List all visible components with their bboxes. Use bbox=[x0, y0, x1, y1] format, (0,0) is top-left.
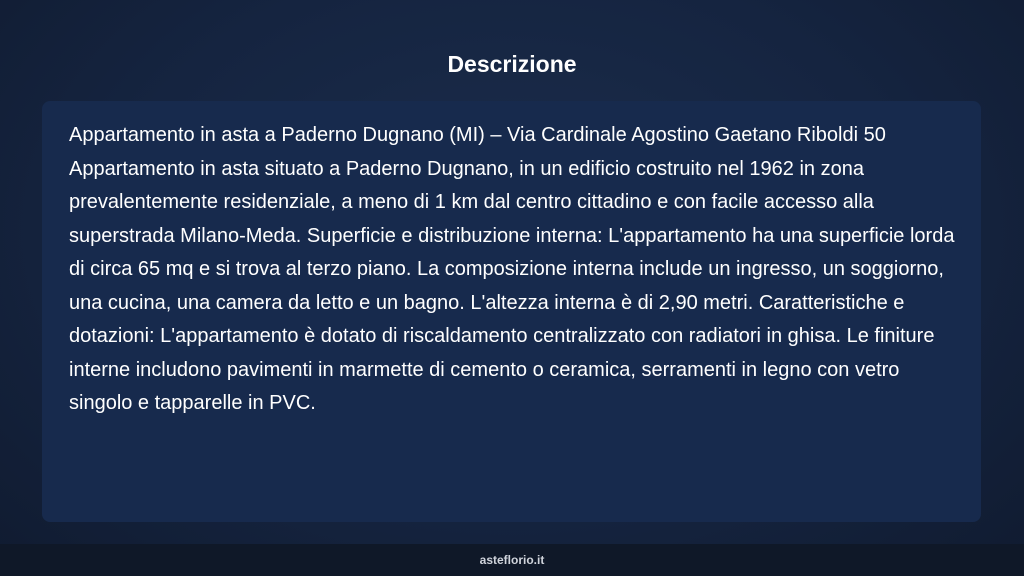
footer-site-label: asteflorio.it bbox=[479, 553, 545, 567]
description-card bbox=[42, 101, 981, 522]
page-title: Descrizione bbox=[447, 51, 577, 77]
description-text: Appartamento in asta a Paderno Dugnano (MI) – Via Cardinale Agostino Gaetano Riboldi 50 Appartamento in asta situato a Paderno Dugnano, in un edificio costruito nel 1962 in zona prevalentemente residenziale, a meno di 1 km dal centro cittadino e con facile accesso alla superstrada Milano-Meda. Superficie e distribuzione interna: L'appartamento ha una superficie lorda di circa 65 mq e si trova al terzo piano. La composizione interna include un ingresso, un soggiorno, una cucina, una camera da letto e un bagno. L'altezza interna è di 2,90 metri. Caratteristiche e dotazioni: L'appartamento è dotato di riscaldamento centralizzato con radiatori in ghisa. Le finiture interne includono pavimenti in marmette di cemento o ceramica, serramenti in legno con vetro singolo e tapparelle in PVC. bbox=[69, 124, 955, 414]
footer-bar bbox=[0, 544, 1024, 576]
